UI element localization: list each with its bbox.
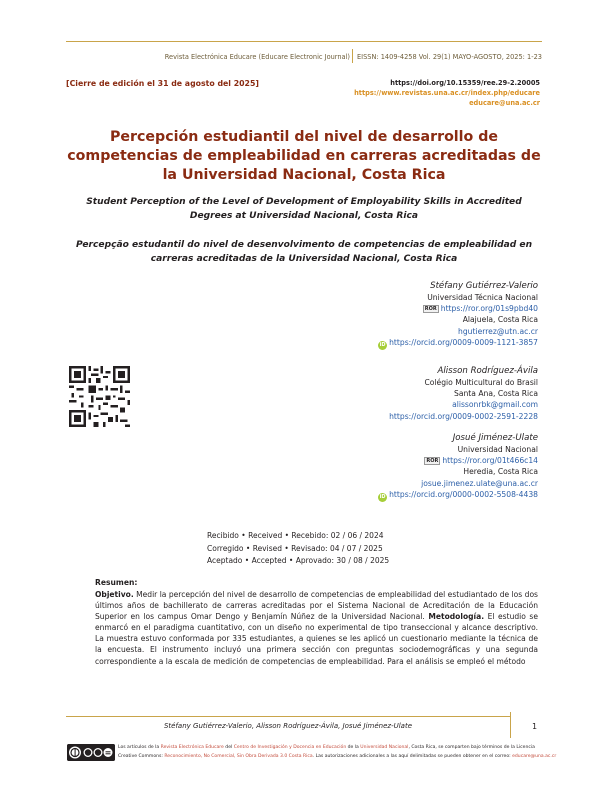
page-number: 1 [532,722,538,731]
date-received: Recibido • Received • Recebido: 02 / 06 / 2024 [207,531,384,540]
doi-link[interactable]: https://doi.org/10.15359/ree.29-2.20005 [390,79,540,87]
header-rule [66,41,542,42]
ror-link[interactable]: ROR https://ror.org/01s9pbd40 [424,304,538,314]
issn-volume: EISSN: 1409-4258 Vol. 29(1) MAYO-AGOSTO, 2025: 1-23 [357,53,542,61]
orcid-link[interactable]: iD https://orcid.org/0000-0002-5508-4438 [379,489,538,500]
author-email-link[interactable]: josue.jimenez.ulate@una.ac.cr [421,478,538,488]
author-email-link[interactable]: alissonrbk@gmail.com [452,400,538,410]
ror-icon: ROR [424,306,437,313]
footer-separator [510,712,511,738]
license-notice: Los artículos de la Revista Electrónica Educare del Centro de Investigación y Docencia en Educación de la Universidad Nacional, Costa Rica, se comparten bajo términos de la Licencia Creative Commons: Reconocimiento, No Comercial, Sin Obra Derivada 3.0 Costa Rica. Las autorizaciones adicionales a las aquí delimitadas se pueden obtener en el correo: educare@una.ac.cr [118,745,557,759]
journal-url-link[interactable]: https://www.revistas.una.ac.cr/index.php/educare [354,89,540,97]
orcid-icon: iD [379,341,386,348]
date-accepted: Aceptado • Accepted • Aprovado: 30 / 08 / 2025 [207,556,390,566]
ror-icon: ROR [426,458,439,465]
author-block [389,365,538,422]
edition-close-date: [Cierre de edición el 31 de agosto del 2025] [66,79,259,88]
orcid-link[interactable]: iD https://orcid.org/0009-0009-1121-3857 [379,337,538,348]
creative-commons-icon [67,744,115,761]
method-text: El estudio se enmarcó en el paradigma cuantitativo, con un diseño no experimental de tipo transeccional y alcance descriptivo. La muestra estuvo conformada por 335 estudiantes, a quienes se les aplicó un cuestionario mediante la técnica de la encuesta. El instrumento incluyó una primera sección con preguntas sociodemográficas y una segunda correspondiente a la escala de medición de competencias de empleabilidad. Para el análisis se empleó el método [95,612,538,666]
journal-link[interactable]: Revista Electrónica Educare [160,745,224,750]
qr-code-icon [69,366,130,427]
header-separator [352,49,353,63]
author-block [378,280,538,350]
author-name: Alisson Rodríguez-Ávila [437,366,538,376]
author-block [378,432,538,502]
ror-link[interactable]: ROR https://ror.org/01t466c14 [426,456,538,466]
title-spanish: Percepción estudiantil del nivel de desarrollo de competencias de empleabilidad en carreras acreditadas de la Universidad Nacional, Costa Rica [67,129,541,183]
submission-dates [207,530,389,568]
method-label: Metodología. [428,612,485,622]
author-name: Stéfany Gutiérrez-Valerio [430,281,538,291]
objective-text: Medir la percepción del nivel de desarrollo de competencias de empleabilidad del estudiantado de los dos últimos años de bachillerato de carreras acreditadas por el Sistema Nacional de Acreditación de la Educación Superior en los campus Omar Dengo y Benjamín Núñez de la Universidad Nacional. [95,590,538,622]
author-name: Josué Jiménez-Ulate [452,433,538,443]
title-english: Student Perception of the Level of Development of Employability Skills in Accredited Degrees at Universidad Nacional, Costa Rica [86,197,522,221]
orcid-link[interactable]: https://orcid.org/0009-0002-2591-2228 [389,411,538,421]
author-institution: Universidad Técnica Nacional [427,293,538,302]
footer-authors: Stéfany Gutiérrez-Valerio, Alisson Rodríguez-Ávila, Josué Jiménez-Ulate [163,722,413,730]
author-location: Heredia, Costa Rica [463,467,538,477]
author-email-link[interactable]: hgutierrez@utn.ac.cr [458,326,538,336]
author-location: Alajuela, Costa Rica [462,315,538,325]
journal-email-link[interactable]: educare@una.ac.cr [469,99,540,107]
author-location: Santa Ana, Costa Rica [454,389,538,399]
license-email-link[interactable]: educare@una.ac.cr [512,753,557,759]
journal-name: Revista Electrónica Educare (Educare Electronic Journal) [164,53,350,61]
footer-rule [66,716,510,717]
author-institution: Colégio Multicultural do Brasil [424,378,538,387]
objective-label: Objetivo. [95,590,134,599]
title-portuguese: Percepção estudantil do nivel de desenvolvimento de competencias de empleabilidad en carreras acreditadas de la Universidad Nacional, Costa Rica [75,240,533,264]
abstract-heading: Resumen: [95,578,138,587]
header-links [354,78,540,108]
university-link[interactable]: Universidad Nacional [360,745,409,750]
center-link[interactable]: Centro de Investigación y Docencia en Educación [233,745,347,750]
abstract-text [95,589,538,667]
orcid-icon: iD [379,493,386,500]
license-link[interactable]: Reconocimiento, No Comercial, Sin Obra Derivada 3.0 Costa Rica [164,753,313,759]
date-revised: Corregido • Revised • Revisado: 04 / 07 / 2025 [207,543,383,553]
author-institution: Universidad Nacional [457,445,538,454]
